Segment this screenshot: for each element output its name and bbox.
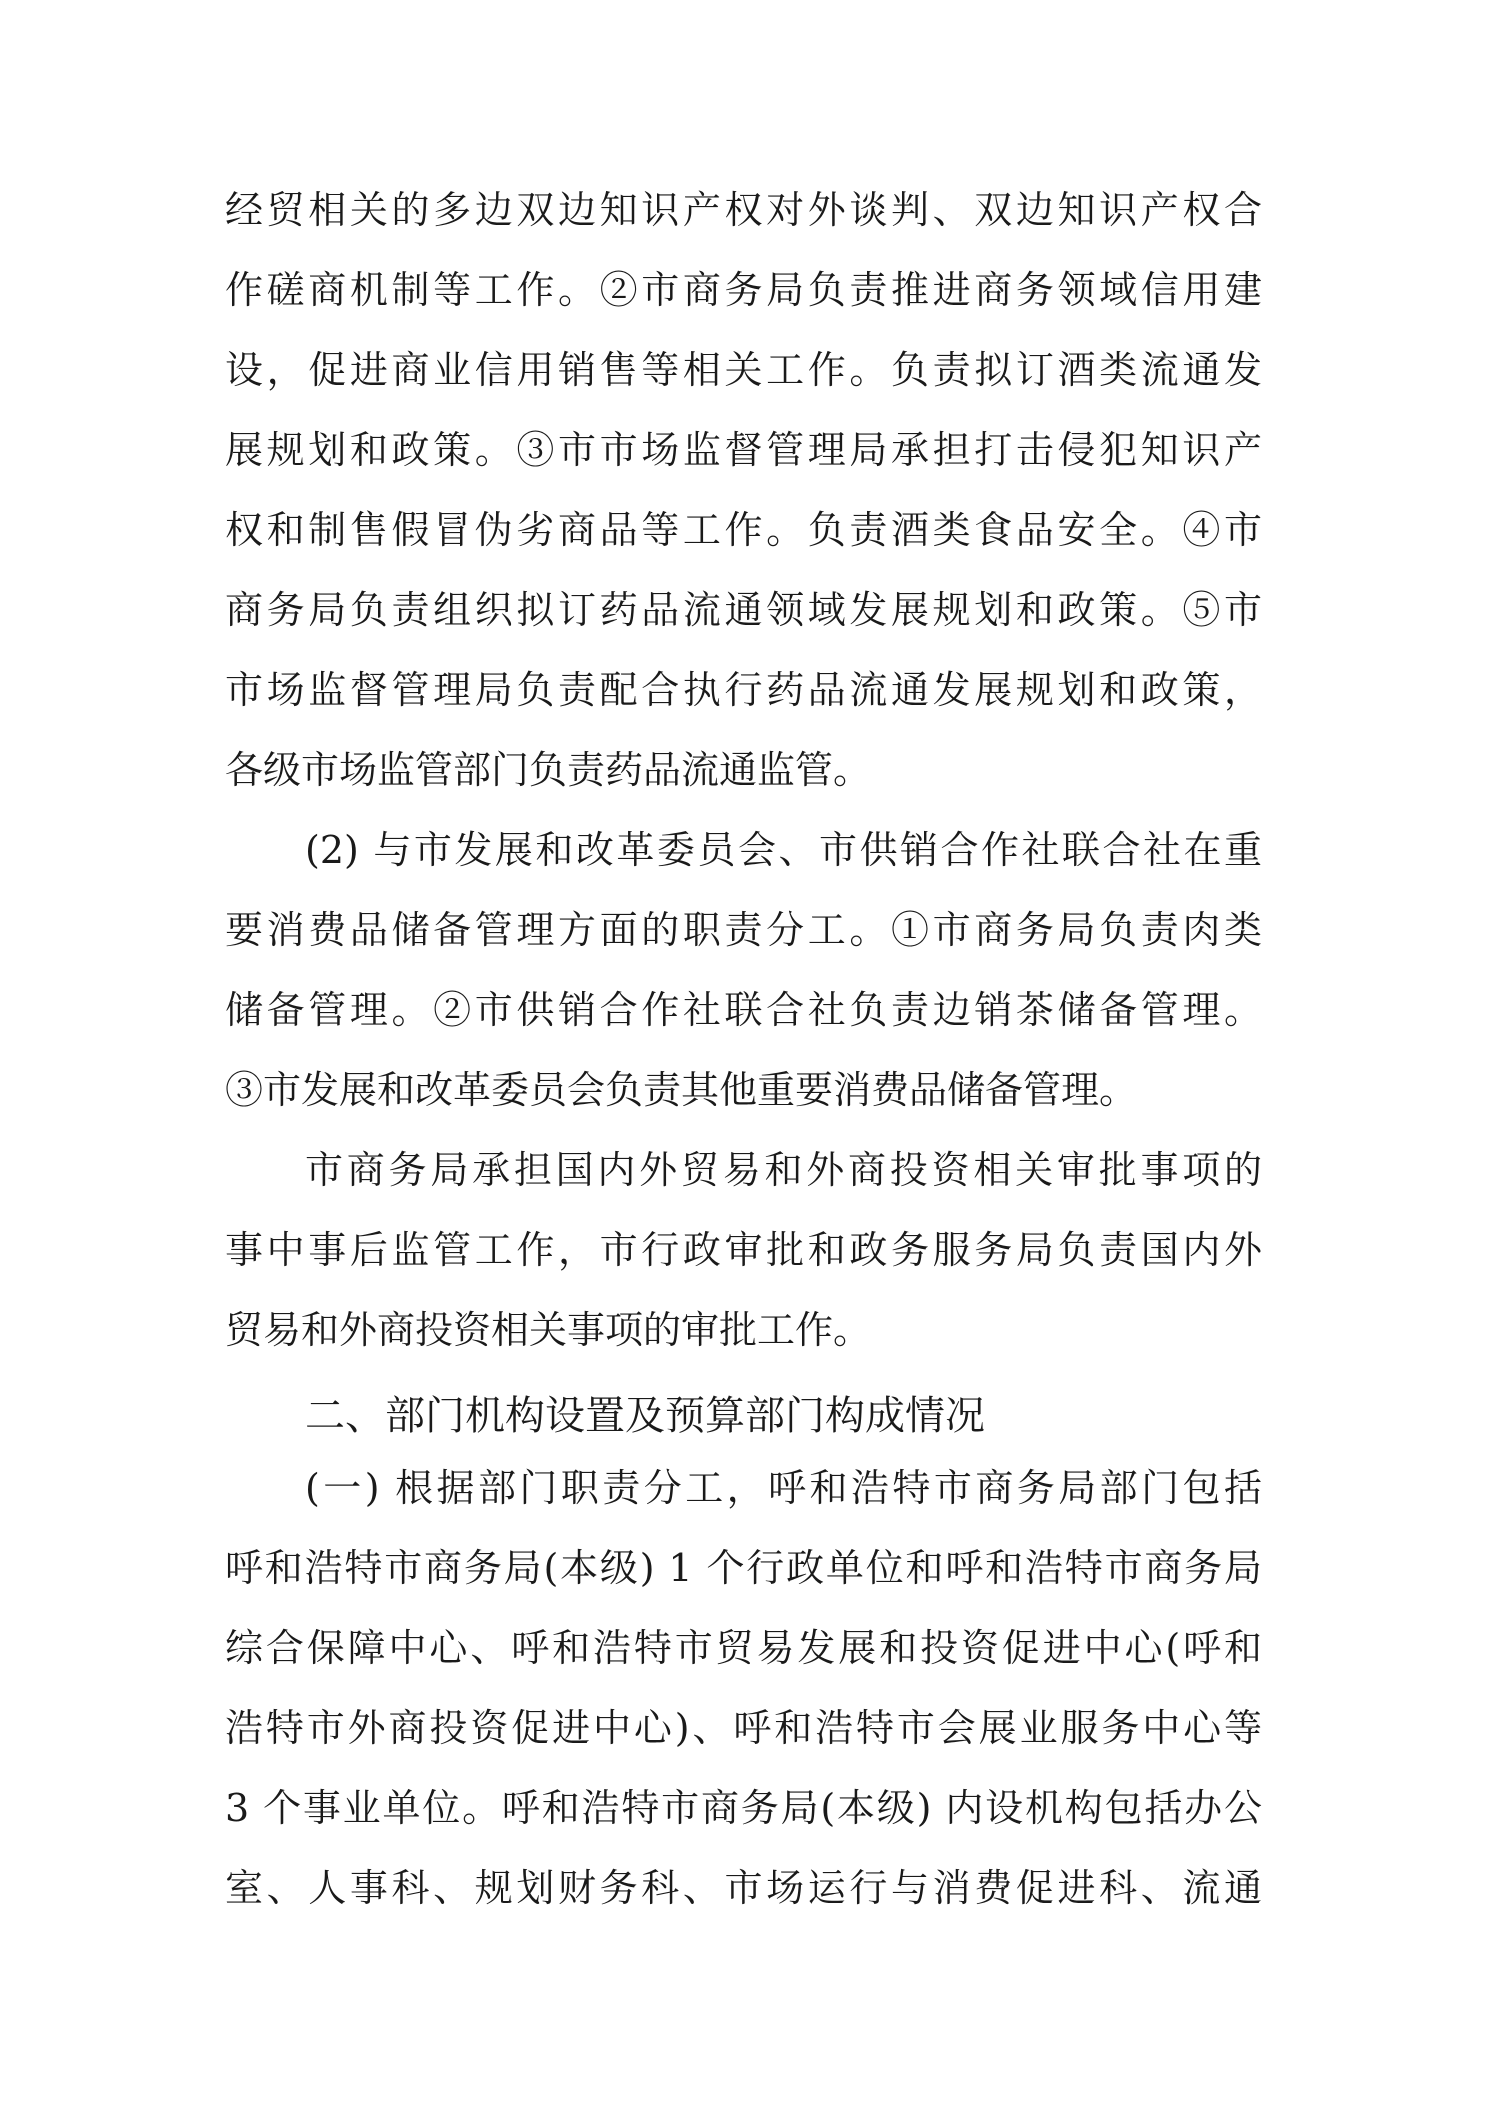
paragraph-line: 市商务局承担国内外贸易和外商投资相关审批事项的 [305,1148,1262,1192]
paragraph-line: 设，促进商业信用销售等相关工作。负责拟订酒类流通发 [225,348,1262,392]
paragraph-line: 要消费品储备管理方面的职责分工。①市商务局负责肉类 [225,908,1262,952]
paragraph-line: (一) 根据部门职责分工，呼和浩特市商务局部门包括 [305,1466,1262,1510]
paragraph-line: 贸易和外商投资相关事项的审批工作。 [225,1308,872,1352]
paragraph-line: 3 个事业单位。呼和浩特市商务局(本级) 内设机构包括办公 [225,1786,1262,1830]
paragraph-line: 各级市场监管部门负责药品流通监管。 [225,748,872,792]
paragraph-line: 浩特市外商投资促进中心)、呼和浩特市会展业服务中心等 [225,1706,1262,1750]
paragraph-line: 商务局负责组织拟订药品流通领域发展规划和政策。⑤市 [225,588,1262,632]
paragraph-line: 室、人事科、规划财务科、市场运行与消费促进科、流通 [225,1866,1262,1910]
paragraph-line: 储备管理。②市供销合作社联合社负责边销茶储备管理。 [225,988,1262,1032]
paragraph-line: 呼和浩特市商务局(本级) 1 个行政单位和呼和浩特市商务局 [225,1546,1262,1590]
paragraph-line: 展规划和政策。③市市场监督管理局承担打击侵犯知识产 [225,428,1262,472]
section-heading: 二、部门机构设置及预算部门构成情况 [305,1393,985,1439]
paragraph-line: 事中事后监管工作，市行政审批和政务服务局负责国内外 [225,1228,1262,1272]
paragraph-line: (2) 与市发展和改革委员会、市供销合作社联合社在重 [305,828,1262,872]
paragraph-line: 市场监督管理局负责配合执行药品流通发展规划和政策， [225,668,1262,712]
paragraph-line: 经贸相关的多边双边知识产权对外谈判、双边知识产权合 [225,188,1262,232]
paragraph-line: 作磋商机制等工作。②市商务局负责推进商务领域信用建 [225,268,1262,312]
paragraph-line: 综合保障中心、呼和浩特市贸易发展和投资促进中心(呼和 [225,1626,1262,1670]
paragraph-line: ③市发展和改革委员会负责其他重要消费品储备管理。 [225,1068,1138,1112]
paragraph-line: 权和制售假冒伪劣商品等工作。负责酒类食品安全。④市 [225,508,1262,552]
